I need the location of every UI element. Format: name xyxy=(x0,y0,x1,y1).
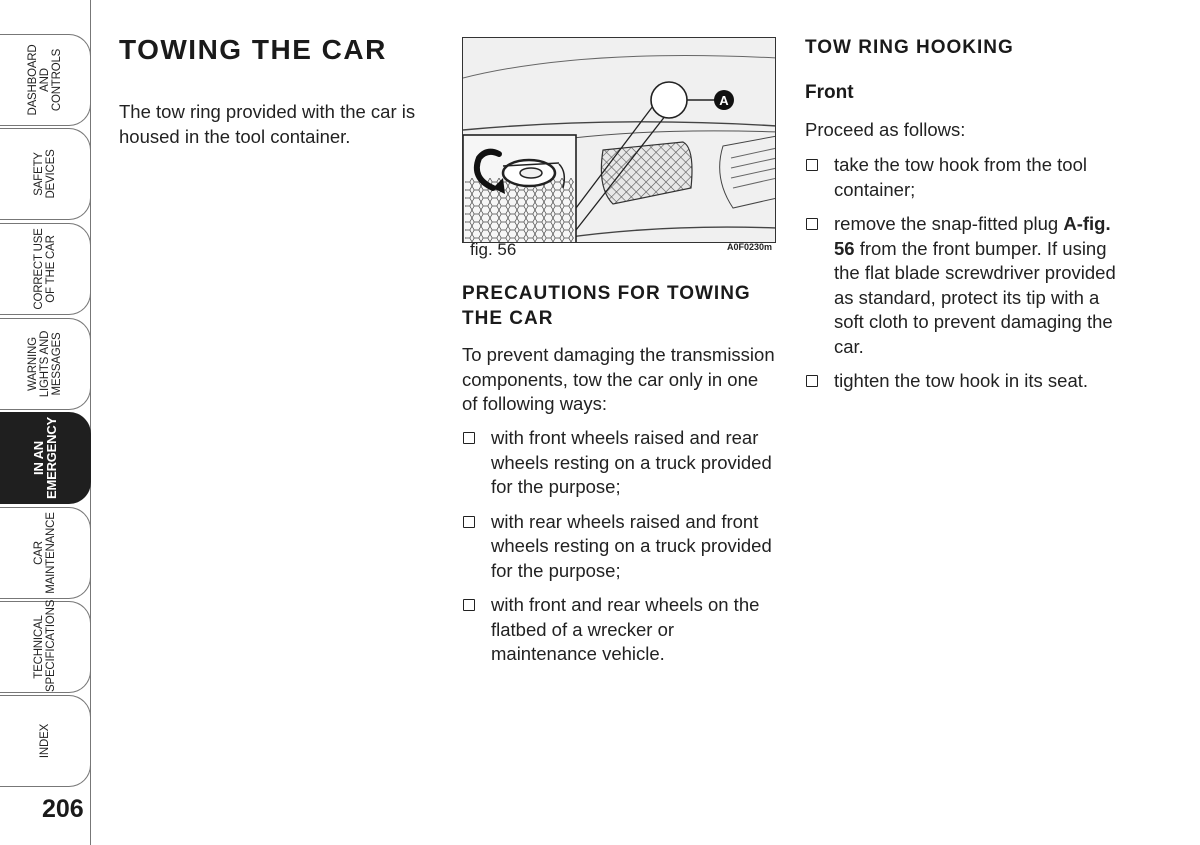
tab-label: DASHBOARD AND CONTROLS xyxy=(27,44,63,116)
list-item xyxy=(462,510,778,584)
tab-index[interactable] xyxy=(0,695,91,787)
figure-reference: A-fig. 56 xyxy=(834,213,1111,259)
list-item-text: tighten the tow hook in its seat. xyxy=(834,370,1089,391)
checkbox-icon xyxy=(806,218,818,230)
checkbox-icon xyxy=(463,516,475,528)
tab-safety-devices[interactable] xyxy=(0,128,91,220)
bumper-illustration xyxy=(463,38,776,243)
list-item-text: with front wheels raised and rear wheels resting on a truck provided for the purpose; xyxy=(491,427,772,497)
tab-warning-lights[interactable] xyxy=(0,318,91,410)
tab-in-an-emergency[interactable] xyxy=(0,412,91,504)
list-item xyxy=(462,426,778,500)
tab-label: INDEX xyxy=(39,723,51,759)
tab-label: WARNING LIGHTS AND MESSAGES xyxy=(27,330,63,398)
precautions-list xyxy=(462,426,778,677)
intro-paragraph: The tow ring provided with the car is housed in the tool container. xyxy=(119,101,416,147)
tab-label: CAR MAINTENANCE xyxy=(33,512,57,594)
list-item xyxy=(805,153,1123,202)
tow-ring-steps xyxy=(805,153,1123,404)
precautions-intro: To prevent damaging the transmission components, tow the car only in one of following ways: xyxy=(462,344,775,414)
page-title: TOWING THE CAR xyxy=(119,34,387,65)
tab-car-maintenance[interactable] xyxy=(0,507,91,599)
page-number: 206 xyxy=(42,795,84,823)
tab-dashboard-controls[interactable] xyxy=(0,34,91,126)
callout-label: A xyxy=(719,93,729,108)
checkbox-icon xyxy=(806,375,818,387)
figure-code: A0F0230m xyxy=(727,242,773,252)
front-subheading: Front xyxy=(805,82,854,103)
list-item-text: with front and rear wheels on the flatbed of a wrecker or maintenance vehicle. xyxy=(491,594,760,664)
list-item xyxy=(805,212,1123,359)
checkbox-icon xyxy=(463,432,475,444)
tab-correct-use[interactable] xyxy=(0,223,91,315)
section-tabs xyxy=(0,0,92,845)
precautions-heading: PRECAUTIONS FOR TOWING THE CAR xyxy=(462,283,751,329)
list-item-text: remove the snap-fitted plug xyxy=(834,213,1064,234)
list-item xyxy=(462,593,778,667)
tab-technical-specifications[interactable] xyxy=(0,601,91,693)
checkbox-icon xyxy=(463,599,475,611)
figure-caption: fig. 56 xyxy=(470,240,517,259)
list-item-text: take the tow hook from the tool container; xyxy=(834,154,1087,200)
checkbox-icon xyxy=(806,159,818,171)
tab-label: SAFETY DEVICES xyxy=(33,149,57,199)
figure-illustration xyxy=(462,37,776,243)
tab-label: CORRECT USE OF THE CAR xyxy=(33,228,57,310)
list-item xyxy=(805,369,1123,394)
list-item-text: with rear wheels raised and front wheels resting on a truck provided for the purpose; xyxy=(491,510,772,581)
tow-ring-heading: TOW RING HOOKING xyxy=(805,37,1014,58)
tab-label: TECHNICAL SPECIFICATIONS xyxy=(33,599,57,692)
tab-label: IN AN EMERGENCY xyxy=(31,417,59,499)
list-item-text: from the front bumper. If using the flat blade screwdriver provided as standard, protect its tip with a soft cloth to prevent damaging the car. xyxy=(834,237,1116,357)
proceed-text: Proceed as follows: xyxy=(805,119,966,140)
